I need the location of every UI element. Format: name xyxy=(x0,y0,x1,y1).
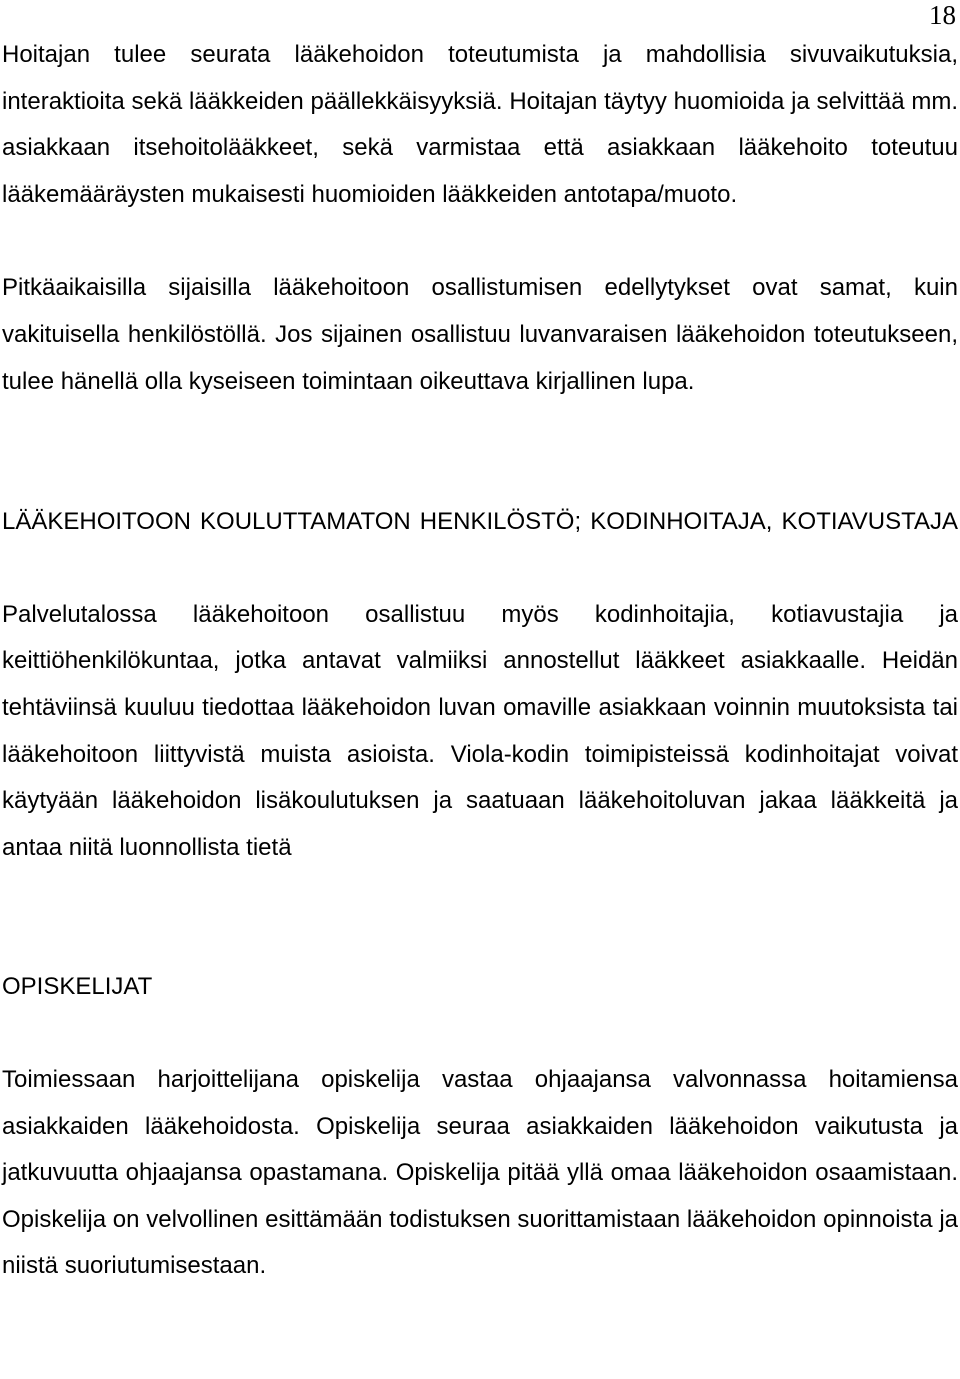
page-number: 18 xyxy=(929,0,956,30)
section-heading-students: OPISKELIJAT xyxy=(2,973,153,1001)
section-heading-untrained-staff: LÄÄKEHOITOON KOULUTTAMATON HENKILÖSTÖ; KODINHOITAJA, KOTIAVUSTAJA xyxy=(2,508,958,536)
paragraph-untrained-staff: Palvelutalossa lääkehoitoon osallistuu myös kodinhoitajia, kotiavustajia ja keittiöhenkilökuntaa, jotka antavat valmiiksi annostellut lääkkeet asiakkaalle. Heidän tehtäviinsä kuuluu tiedottaa lääkehoidon luvan omaville asiakkaan voinnin muutoksista tai lääkehoitoon liittyvistä muista asioista. Viola-kodin toimipisteissä kodinhoitajat voivat käytyään lääkehoidon lisäkoulutuksen ja saatuaan lääkehoitoluvan jakaa lääkkeitä ja antaa niitä luonnollista tietä xyxy=(2,600,958,861)
paragraph-substitutes: Pitkäaikaisilla sijaisilla lääkehoitoon osallistumisen edellytykset ovat samat, kuin vakituisella henkilöstöllä. Jos sijainen osallistuu luvanvaraisen lääkehoidon toteutukseen, tulee hänellä olla kyseiseen toimintaan oikeuttava kirjallinen lupa. xyxy=(2,274,958,395)
paragraph-students: Toimiessaan harjoittelijana opiskelija vastaa ohjaajansa valvonnassa hoitamiensa asiakkaiden lääkehoidosta. Opiskelija seuraa asiakkaiden lääkehoidon vaikutusta ja jatkuvuutta ohjaajansa opastamana. Opiskelija pitää yllä omaa lääkehoidon osaamistaan. Opiskelija on velvollinen esittämään todistuksen suorittamistaan lääkehoidon opinnoista ja niistä suoriutumisestaan. xyxy=(2,1065,958,1280)
document-body xyxy=(2,32,958,1290)
paragraph-medication-monitoring: Hoitajan tulee seurata lääkehoidon toteutumista ja mahdollisia sivuvaikutuksia, interaktioita sekä lääkkeiden päällekkäisyyksiä. Hoitajan täytyy huomioida ja selvittää mm. asiakkaan itsehoitolääkkeet, sekä varmistaa että asiakkaan lääkehoito toteutuu lääkemääräysten mukaisesti huomioiden lääkkeiden antotapa/muoto. xyxy=(2,41,958,208)
